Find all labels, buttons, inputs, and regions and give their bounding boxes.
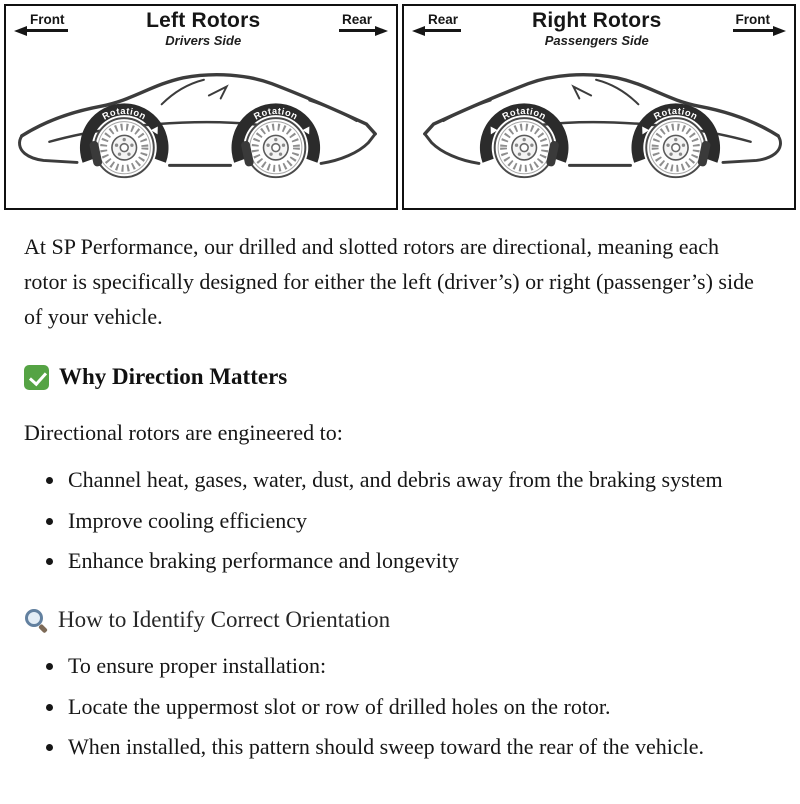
left-rotors-panel (4, 4, 398, 210)
right-panel-titles (461, 10, 732, 48)
panel-subtitle: Drivers Side (165, 33, 242, 49)
car-illustration-right (412, 50, 786, 202)
arrow-right-icon (773, 26, 786, 36)
arrow-left-icon (412, 26, 425, 36)
list-item: • When installed, this pattern should sweep toward the rear of the vehicle. (66, 730, 756, 763)
front-direction-arrow (14, 13, 68, 32)
right-panel-header (412, 10, 786, 48)
car-illustration-left (14, 50, 388, 202)
magnifier-icon (24, 608, 48, 632)
page (0, 4, 800, 764)
left-panel-titles (68, 10, 339, 48)
direction-label: Rear (425, 13, 461, 32)
lead-paragraph: Directional rotors are engineered to: (24, 420, 343, 446)
direction-label: Front (27, 13, 68, 32)
panel-title: Right Rotors (531, 9, 662, 32)
direction-label: Rear (339, 13, 375, 32)
front-direction-arrow (733, 13, 787, 32)
rear-direction-arrow (412, 13, 461, 32)
rotor-direction-diagram (4, 4, 796, 210)
direction-label: Front (733, 13, 774, 32)
heading-identify-orientation (24, 605, 756, 635)
benefits-list (24, 463, 756, 577)
rear-direction-arrow (339, 13, 388, 32)
orientation-list (24, 649, 756, 763)
heading-text: How to Identify Correct Orientation (58, 607, 391, 633)
list-item: • Channel heat, gases, water, dust, and debris away from the braking system (66, 463, 756, 496)
right-rotors-panel (402, 4, 796, 210)
check-icon (24, 365, 49, 390)
rotation-label: Rotation (500, 106, 548, 122)
arrow-left-icon (14, 26, 27, 36)
panel-subtitle: Passengers Side (544, 33, 649, 49)
list-item: • Locate the uppermost slot or row of drilled holes on the rotor. (66, 690, 756, 723)
rotation-label: Rotation (100, 106, 148, 122)
article-content (0, 230, 800, 764)
list-item: • To ensure proper installation: (66, 649, 756, 682)
list-item: • Improve cooling efficiency (66, 504, 756, 537)
panel-title: Left Rotors (146, 9, 261, 32)
heading-why-direction-matters (24, 362, 756, 392)
intro-paragraph: At SP Performance, our drilled and slotted rotors are directional, meaning each rotor is specifically designed for either the left (driver’s) or right (passenger’s) side of your vehicle. (24, 234, 754, 329)
arrow-right-icon (375, 26, 388, 36)
rotation-label: Rotation (652, 106, 700, 122)
list-item: • Enhance braking performance and longevity (66, 544, 756, 577)
heading-text: Why Direction Matters (59, 364, 288, 390)
left-panel-header (14, 10, 388, 48)
rotation-label: Rotation (252, 106, 300, 122)
